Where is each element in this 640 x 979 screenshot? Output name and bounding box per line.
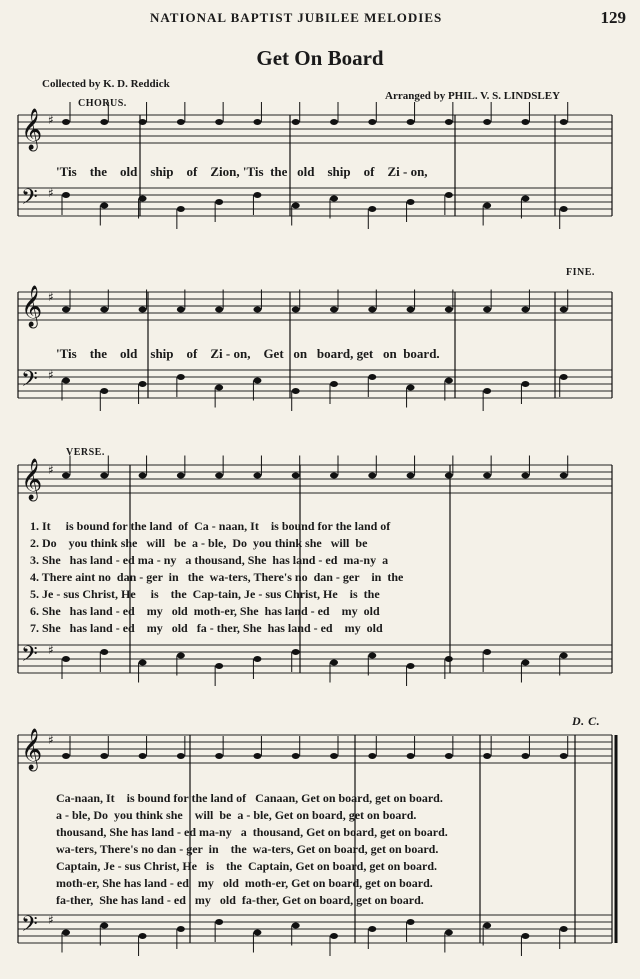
note-head (521, 119, 529, 125)
note-head (407, 919, 415, 925)
bass-clef: 𝄢 (21, 185, 38, 215)
note-head (292, 307, 300, 313)
note-head (445, 192, 453, 198)
note-head (253, 473, 261, 479)
note-head (253, 656, 261, 662)
note-head (560, 307, 568, 313)
bass-clef: 𝄢 (21, 367, 38, 397)
note-head (407, 663, 415, 669)
key-signature: ♯ (48, 463, 54, 477)
note-head (368, 119, 376, 125)
note-head (483, 307, 491, 313)
verse-line: 4. There aint no dan - ger in the wa-ters, There's no dan - ger in the (30, 570, 404, 584)
key-signature: ♯ (48, 186, 54, 200)
note-head (407, 199, 415, 205)
note-head (560, 374, 568, 380)
note-head (483, 119, 491, 125)
verse-line: 3. She has land - ed ma - ny a thousand, She has land - ed ma-ny a (30, 553, 389, 567)
note-head (139, 119, 147, 125)
note-head (521, 307, 529, 313)
treble-clef: 𝄞 (21, 286, 43, 327)
verse-line: wa-ters, There's no dan - ger in the wa-ters, Get on board, get on board. (56, 842, 439, 856)
note-head (62, 473, 70, 479)
note-head (368, 374, 376, 380)
note-head (62, 119, 70, 125)
arranged-by: Arranged by PHIL. V. S. LINDSLEY (385, 90, 561, 102)
verse-line: Captain, Je - sus Christ, He is the Captain, Get on board, get on board. (56, 859, 438, 873)
note-head (62, 307, 70, 313)
note-head (253, 930, 261, 936)
chorus-marker: CHORUS. (78, 98, 127, 109)
note-head (445, 473, 453, 479)
key-signature: ♯ (48, 643, 54, 657)
treble-clef: 𝄞 (21, 109, 43, 150)
note-head (62, 656, 70, 662)
note-head (368, 307, 376, 313)
note-head (215, 307, 223, 313)
note-head (407, 473, 415, 479)
note-head (560, 753, 568, 759)
note-head (177, 374, 185, 380)
note-head (215, 385, 223, 391)
note-head (483, 473, 491, 479)
key-signature: ♯ (48, 733, 54, 747)
note-head (368, 206, 376, 212)
note-head (560, 119, 568, 125)
bass-clef: 𝄢 (21, 642, 38, 672)
note-head (368, 653, 376, 659)
note-head (62, 192, 70, 198)
note-head (483, 388, 491, 394)
note-head (521, 660, 529, 666)
note-head (483, 753, 491, 759)
note-head (521, 381, 529, 387)
verse-line: fa-ther, She has land - ed my old fa-ther, Get on board, get on board. (56, 893, 424, 907)
note-head (100, 473, 108, 479)
note-head (292, 753, 300, 759)
note-head (177, 307, 185, 313)
note-head (292, 388, 300, 394)
note-head (292, 473, 300, 479)
note-head (62, 930, 70, 936)
note-head (215, 753, 223, 759)
note-head (62, 378, 70, 384)
note-head (253, 378, 261, 384)
collected-by: Collected by K. D. Reddick (42, 78, 170, 90)
note-head (139, 307, 147, 313)
note-head (100, 388, 108, 394)
verse-line: 2. Do you think she will be a - ble, Do you think she will be (30, 536, 368, 550)
verse-line: thousand, She has land - ed ma-ny a thousand, Get on board, get on board. (56, 825, 448, 839)
chorus-lyric-line-1: 'Tis the old ship of Zion, 'Tis the old ship of Zi - on, (56, 164, 428, 179)
note-head (445, 119, 453, 125)
treble-clef: 𝄞 (21, 729, 43, 770)
note-head (445, 378, 453, 384)
key-signature: ♯ (48, 290, 54, 304)
note-head (407, 385, 415, 391)
verse-line: 6. She has land - ed my old moth-er, She has land - ed my old (30, 604, 380, 618)
key-signature: ♯ (48, 113, 54, 127)
note-head (292, 119, 300, 125)
verse-line: 1. It is bound for the land of Ca - naan, It is bound for the land of (30, 519, 391, 533)
note-head (521, 196, 529, 202)
note-head (330, 753, 338, 759)
note-head (292, 649, 300, 655)
note-head (215, 919, 223, 925)
note-head (521, 753, 529, 759)
verse-marker: VERSE. (66, 447, 105, 458)
note-head (368, 926, 376, 932)
note-head (330, 196, 338, 202)
note-head (521, 473, 529, 479)
note-head (330, 381, 338, 387)
note-head (253, 119, 261, 125)
note-head (139, 473, 147, 479)
note-head (139, 753, 147, 759)
note-head (407, 753, 415, 759)
song-title: Get On Board (256, 46, 384, 70)
note-head (445, 307, 453, 313)
note-head (483, 649, 491, 655)
fine-marker: FINE. (566, 267, 595, 278)
note-head (330, 933, 338, 939)
note-head (100, 649, 108, 655)
note-head (407, 119, 415, 125)
note-head (215, 199, 223, 205)
note-head (445, 753, 453, 759)
note-head (177, 119, 185, 125)
note-head (177, 653, 185, 659)
note-head (253, 192, 261, 198)
note-head (139, 196, 147, 202)
note-head (407, 307, 415, 313)
note-head (445, 656, 453, 662)
note-head (215, 119, 223, 125)
note-head (292, 203, 300, 209)
bass-clef: 𝄢 (21, 912, 38, 942)
note-head (100, 923, 108, 929)
note-head (215, 663, 223, 669)
note-head (100, 753, 108, 759)
note-head (177, 926, 185, 932)
note-head (100, 203, 108, 209)
verse-line: moth-er, She has land - ed my old moth-er, Get on board, get on board. (56, 876, 433, 890)
key-signature: ♯ (48, 913, 54, 927)
key-signature: ♯ (48, 368, 54, 382)
verse-line: Ca-naan, It is bound for the land of Canaan, Get on board, get on board. (56, 791, 443, 805)
note-head (177, 473, 185, 479)
note-head (445, 930, 453, 936)
note-head (330, 473, 338, 479)
note-head (139, 381, 147, 387)
note-head (483, 923, 491, 929)
note-head (100, 307, 108, 313)
note-head (100, 119, 108, 125)
note-head (253, 307, 261, 313)
note-head (521, 933, 529, 939)
note-head (330, 660, 338, 666)
note-head (139, 660, 147, 666)
running-title: NATIONAL BAPTIST JUBILEE MELODIES (150, 10, 443, 25)
note-head (139, 933, 147, 939)
verse-line: a - ble, Do you think she will be a - ble, Get on board, get on board. (56, 808, 417, 822)
treble-clef: 𝄞 (21, 459, 43, 500)
note-head (215, 473, 223, 479)
note-head (368, 753, 376, 759)
verse-line: 5. Je - sus Christ, He is the Cap-tain, Je - sus Christ, He is the (30, 587, 380, 601)
note-head (292, 923, 300, 929)
verse-line: 7. She has land - ed my old fa - ther, She has land - ed my old (30, 621, 383, 635)
page-number: 129 (600, 8, 626, 27)
note-head (253, 753, 261, 759)
note-head (560, 473, 568, 479)
note-head (62, 753, 70, 759)
note-head (177, 206, 185, 212)
note-head (560, 206, 568, 212)
note-head (177, 753, 185, 759)
note-head (483, 203, 491, 209)
chorus-lyric-line-2: 'Tis the old ship of Zi - on, Get on board, get on board. (56, 346, 440, 361)
note-head (330, 307, 338, 313)
dc-marker: D. C. (572, 714, 601, 728)
note-head (368, 473, 376, 479)
note-head (330, 119, 338, 125)
note-head (560, 926, 568, 932)
note-head (560, 653, 568, 659)
